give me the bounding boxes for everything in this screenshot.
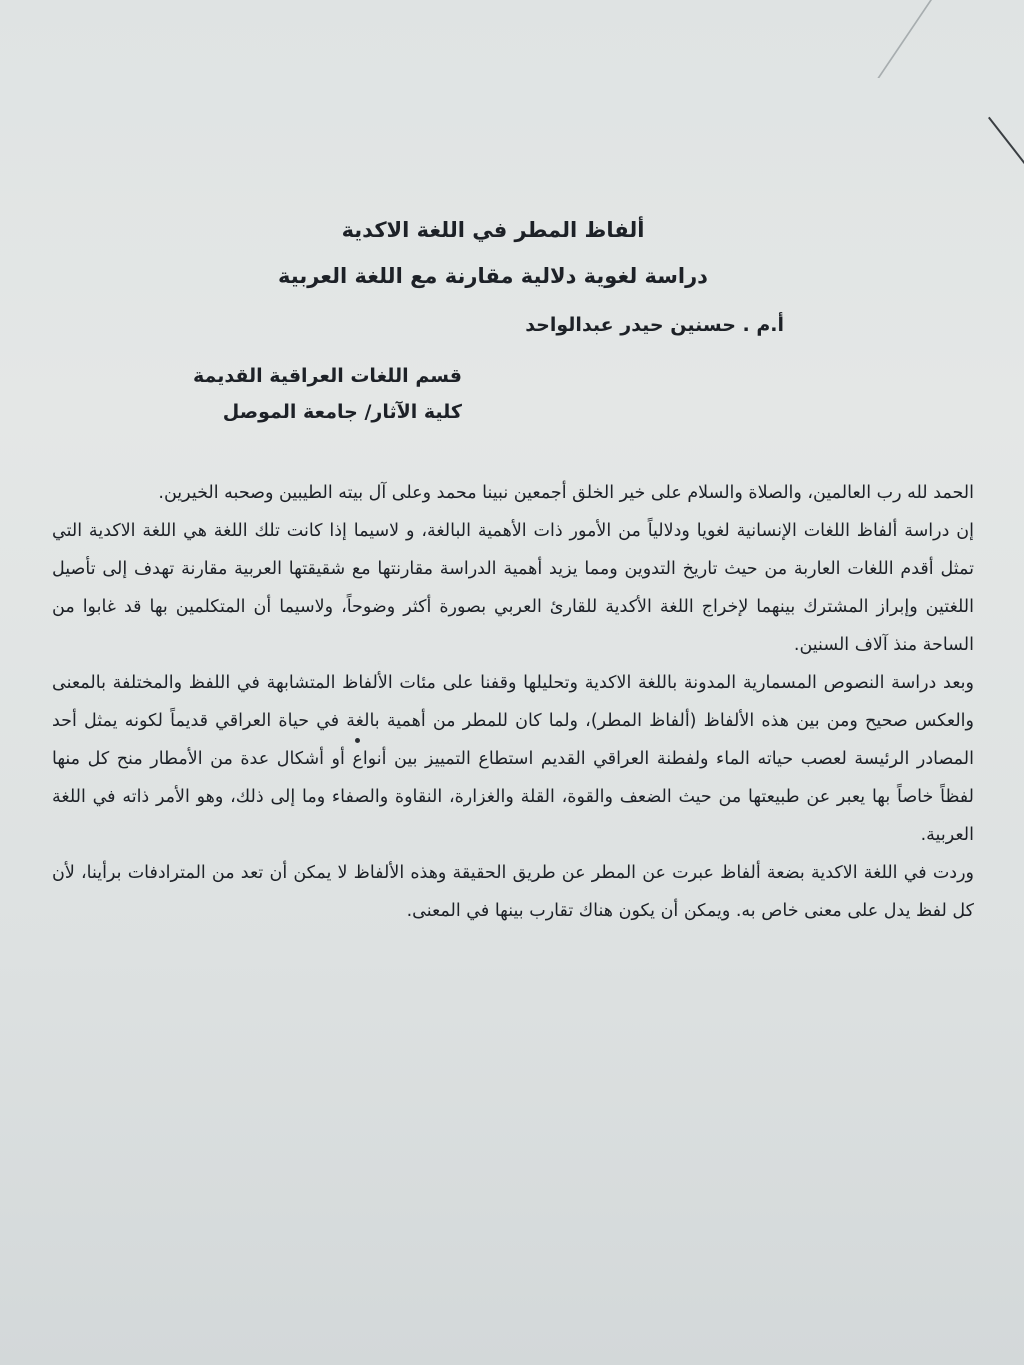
document-title: ألفاظ المطر في اللغة الاكدية [341, 218, 645, 242]
paragraph-opening: الحمد لله رب العالمين، والصلاة والسلام على خير الخلق أجمعين نبينا محمد وعلى آل بيته الطيبين وصحبه الخيرين. [158, 483, 974, 503]
paragraph-intro: إن دراسة ألفاظ اللغات الإنسانية لغويا ودلالياً من الأمور ذات الأهمية البالغة، و لاسيما إذا كانت تلك اللغة هي اللغة الاكدية التي تمثل أقدم اللغات العاربة من حيث تاريخ التدوين ومما يزيد أهمية الدراسة مقارنتها مع شقيقتها العربية مقارنة تهدف إلى تأصيل اللغتين وإبراز المشترك بينهما لإخراج اللغة الأكدية للقارئ العربي بصورة أكثر وضوحاً، ولاسيما أن المتكلمين بها قد غابوا من الساحة منذ آلاف السنين. [52, 521, 974, 655]
paragraph-terms: وردت في اللغة الاكدية بضعة ألفاظ عبرت عن المطر عن طريق الحقيقة وهذه الألفاظ لا يمكن أن تعد من المترادفات برأينا، لأن كل لفظ يدل على معنى خاص به. ويمكن أن يكون هناك تقارب بينها في المعنى. [52, 863, 974, 921]
header-block [52, 218, 974, 288]
author-name: أ.م . حسنين حيدر عبدالواحد [525, 314, 784, 336]
document-content [52, 218, 974, 930]
paragraph-study: وبعد دراسة النصوص المسمارية المدونة باللغة الاكدية وتحليلها وقفنا على مئات الألفاظ المتشابهة في اللفظ والمختلفة بالمعنى والعكس صحيح ومن بين هذه الألفاظ (ألفاظ المطر)، ولما كان للمطر من أهمية بالغة في حياة العراقي قديماً لكونه يمثل أحد المصادر الرئيسة لعصب حياته الماء ولفطنة العراقي القديم استطاع التمييز بين أنواع أو أشكال عدة من الأمطار منح كل منها لفظاً خاصاً بها يعبر عن طبيعتها من حيث الضعف والقوة، القلة والغزارة، النقاوة والصفاء وما إلى ذلك، وهو الأمر ذاته في اللغة العربية. [52, 673, 974, 845]
department-name: قسم اللغات العراقية القديمة [193, 365, 462, 387]
college-name: كلية الآثار/ جامعة الموصل [222, 401, 462, 423]
body-text [52, 474, 974, 930]
document-subtitle: دراسة لغوية دلالية مقارنة مع اللغة العربية [278, 264, 708, 288]
